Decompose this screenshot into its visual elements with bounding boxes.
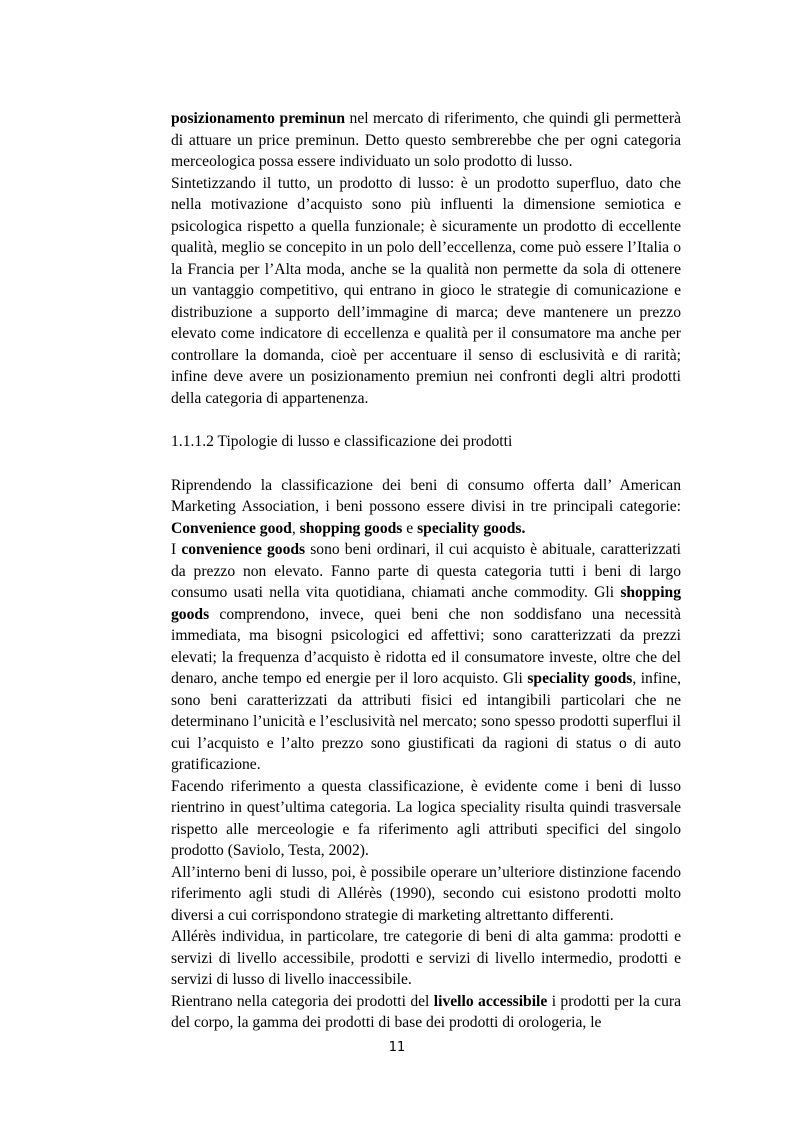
bold-term: speciality goods. xyxy=(417,519,526,537)
paragraph-summary: Sintetizzando il tutto, un prodotto di lusso: è un prodotto superfluo, dato che nella motivazione d’acquisto sono più influenti la dimensione semiotica e psicologica rispetto a quella funzionale; è sicuramente un prodotto di eccellente qualità, meglio se concepito in un polo dell’eccellenza, come può essere l’Italia o la Francia per l’Alta moda, anche se la qualità non permette da sola di ottenere un vantaggio competitivo, qui entrano in gioco le strategie di comunicazione e distribuzione a supporto dell’immagine di marca; deve mantenere un prezzo elevato come indicatore di eccellenza e qualità per il consumatore ma anche per controllare la domanda, cioè per accentuare il senso di esclusività e di rarità; infine deve avere un posizionamento premiun nei confronti degli altri prodotti della categoria di appartenenza. xyxy=(171,174,681,407)
bold-term: speciality goods xyxy=(527,670,633,687)
paragraph-positioning xyxy=(171,108,681,173)
paragraph-classification xyxy=(171,475,681,540)
bold-term: shopping goods xyxy=(171,584,681,623)
paragraph-text: , xyxy=(291,519,300,537)
paragraph-text: comprendono, invece, quei beni che non soddisfano una necessità immediata, ma bisogni psicologici ed affettivi; sono caratterizzati da prezzi elevati; la frequenza d’acquisto è ridotta ed il consumatore investe, oltre che del denaro, anche tempo ed energie per il loro acquisto. Gli xyxy=(171,605,681,687)
bold-term: posizionamento preminun xyxy=(171,110,346,127)
bold-term: Convenience good xyxy=(171,519,292,537)
paragraph-speciality: Facendo riferimento a questa classificazione, è evidente come i beni di lusso rientrino in quest’ultima categoria. La logica speciality risulta quindi trasversale rispetto alle merceologie e fa riferimento agli attributi specifici del singolo prodotto (Saviolo, Testa, 2002). xyxy=(171,777,681,859)
paragraph-accessible-level xyxy=(171,991,681,1034)
paragraph-text: Rientrano nella categoria dei prodotti del xyxy=(171,992,434,1010)
paragraph-text: Riprendendo la classificazione dei beni di consumo offerta dall’ American Marketing Association, i beni possono essere divisi in tre principali categorie: xyxy=(171,476,681,515)
paragraph-goods-types xyxy=(171,539,681,776)
spacer xyxy=(171,409,681,431)
paragraph-text: sono beni ordinari, il cui acquisto è abituale, caratterizzati da prezzo non elevato. Fanno parte di questa categoria tutti i beni di largo consumo usati nella vita quotidiana, chiamati anche commodity. Gli xyxy=(171,541,681,601)
document-page xyxy=(171,108,681,1034)
paragraph-text: i prodotti per la cura del corpo, la gamma dei prodotti di base dei prodotti di orologeria, le xyxy=(171,992,681,1031)
page-number: 11 xyxy=(388,1040,406,1055)
paragraph-categories: Allérès individua, in particolare, tre categorie di beni di alta gamma: prodotti e servizi di livello accessibile, prodotti e servizi di livello intermedio, prodotti e servizi di lusso di livello inaccessibile. xyxy=(171,928,681,988)
paragraph-text: nel mercato di riferimento, che quindi gli permetterà di attuare un price preminun. Detto questo sembrerebbe che per ogni categoria merceologica possa essere individuato un solo prodotto di lusso. xyxy=(171,110,681,170)
paragraph-text: , infine, sono beni caratterizzati da attributi fisici ed intangibili particolari che ne determinano l’unicità e l’esclusività nel mercato; sono spesso prodotti superflui il cui l’acquisto e l’alto prezzo sono giustificati da ragioni di status o di auto gratificazione. xyxy=(171,670,682,773)
spacer xyxy=(171,453,681,475)
paragraph-text: e xyxy=(402,519,418,537)
paragraph-alleres: All’interno beni di lusso, poi, è possibile operare un’ulteriore distinzione facendo riferimento agli studi di Allérès (1990), secondo cui esistono prodotti molto diversi a cui corrispondono strategie di marketing altrettanto differenti. xyxy=(171,863,681,924)
paragraph-text: I xyxy=(171,541,182,558)
section-heading: 1.1.1.2 Tipologie di lusso e classificazione dei prodotti xyxy=(171,433,513,450)
bold-term: shopping goods xyxy=(299,519,403,537)
bold-term: livello accessibile xyxy=(433,992,548,1010)
bold-term: convenience goods xyxy=(181,541,306,558)
